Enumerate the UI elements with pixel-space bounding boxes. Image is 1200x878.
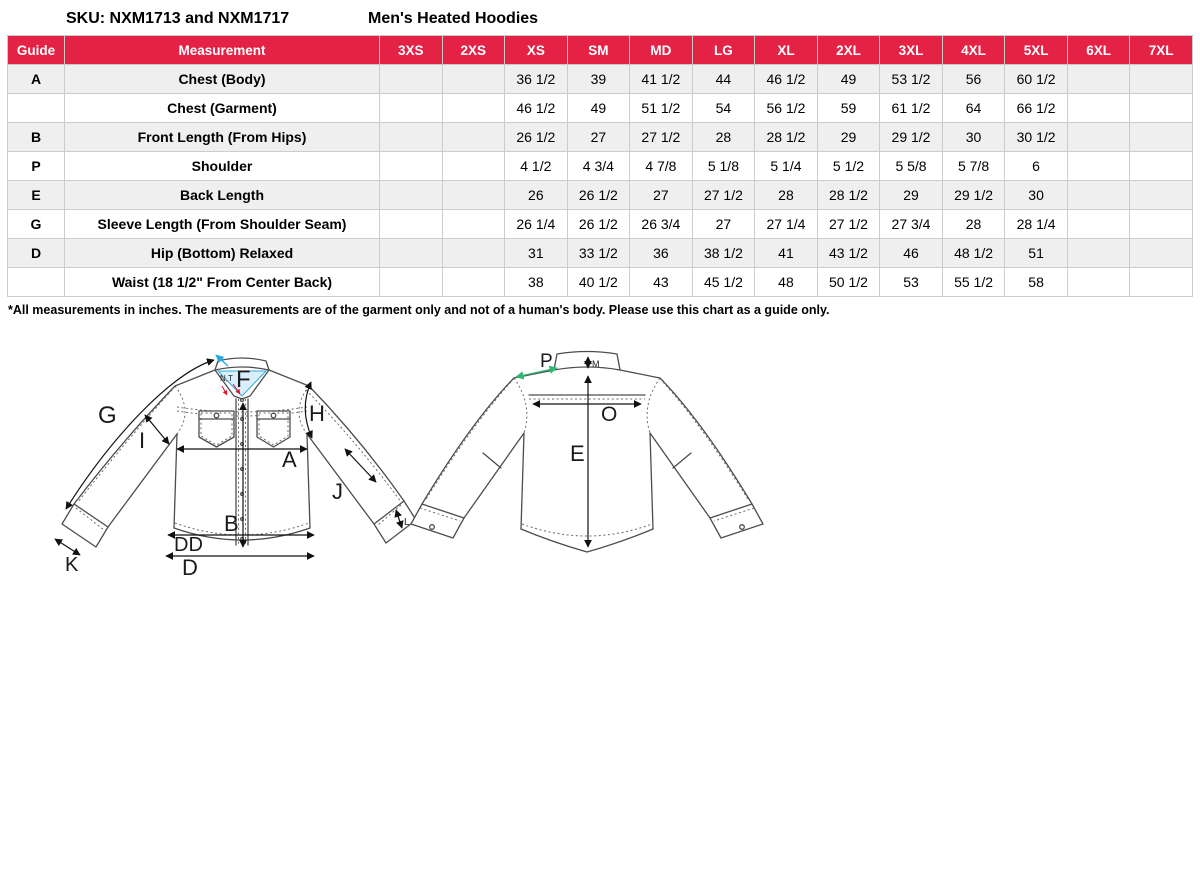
value-cell: 6 (1005, 152, 1068, 181)
value-cell (380, 65, 443, 94)
value-cell (1067, 210, 1130, 239)
value-cell: 43 (630, 268, 693, 297)
value-cell: 45 1/2 (692, 268, 755, 297)
measurement-cell: Sleeve Length (From Shoulder Seam) (65, 210, 380, 239)
front-label-armhole-front: I (139, 428, 146, 453)
value-cell (442, 210, 505, 239)
value-cell: 28 1/2 (817, 181, 880, 210)
value-cell (1067, 181, 1130, 210)
value-cell: 60 1/2 (1005, 65, 1068, 94)
value-cell (380, 210, 443, 239)
value-cell: 4 7/8 (630, 152, 693, 181)
front-label-hem: D (182, 555, 198, 580)
value-cell: 28 (692, 123, 755, 152)
column-header: 6XL (1067, 36, 1130, 65)
value-cell: 51 1/2 (630, 94, 693, 123)
value-cell: 56 (942, 65, 1005, 94)
value-cell: 46 (880, 239, 943, 268)
value-cell: 36 (630, 239, 693, 268)
value-cell (1067, 65, 1130, 94)
column-header: Guide (8, 36, 65, 65)
value-cell (1067, 152, 1130, 181)
table-row (8, 152, 1193, 181)
value-cell: 26 1/2 (505, 123, 568, 152)
measurement-cell: Front Length (From Hips) (65, 123, 380, 152)
table-row (8, 123, 1193, 152)
value-cell: 27 1/2 (817, 210, 880, 239)
value-cell (380, 94, 443, 123)
value-cell: 44 (692, 65, 755, 94)
guide-cell: A (8, 65, 65, 94)
garment-diagram-svg (52, 341, 812, 591)
value-cell: 38 (505, 268, 568, 297)
value-cell (442, 181, 505, 210)
value-cell (1130, 239, 1193, 268)
value-cell: 51 (1005, 239, 1068, 268)
value-cell: 50 1/2 (817, 268, 880, 297)
value-cell: 53 1/2 (880, 65, 943, 94)
guide-cell: E (8, 181, 65, 210)
column-header: XS (505, 36, 568, 65)
value-cell: 55 1/2 (942, 268, 1005, 297)
column-header: 4XL (942, 36, 1005, 65)
value-cell (380, 152, 443, 181)
value-cell: 30 1/2 (1005, 123, 1068, 152)
size-chart-table (7, 35, 1193, 297)
value-cell: 61 1/2 (880, 94, 943, 123)
value-cell (1130, 210, 1193, 239)
value-cell: 27 1/2 (692, 181, 755, 210)
value-cell: 27 (692, 210, 755, 239)
value-cell (1130, 94, 1193, 123)
front-label-sleeve: G (98, 402, 117, 429)
value-cell (1130, 65, 1193, 94)
column-header: Measurement (65, 36, 380, 65)
value-cell: 27 3/4 (880, 210, 943, 239)
value-cell: 27 1/4 (755, 210, 818, 239)
measurement-cell: Chest (Body) (65, 65, 380, 94)
value-cell: 5 1/4 (755, 152, 818, 181)
value-cell (442, 94, 505, 123)
value-cell: 43 1/2 (817, 239, 880, 268)
value-cell (1067, 268, 1130, 297)
value-cell (1067, 123, 1130, 152)
value-cell: 29 (880, 181, 943, 210)
value-cell (1130, 181, 1193, 210)
measurement-cell: Back Length (65, 181, 380, 210)
value-cell: 49 (817, 65, 880, 94)
front-label-front-length: B (224, 511, 239, 536)
title-row (0, 0, 1200, 35)
value-cell: 27 1/2 (630, 123, 693, 152)
column-header: 7XL (1130, 36, 1193, 65)
value-cell: 29 1/2 (942, 181, 1005, 210)
value-cell (442, 268, 505, 297)
guide-cell (8, 94, 65, 123)
back-label-back-length: E (570, 441, 585, 466)
table-row (8, 65, 1193, 94)
value-cell: 26 (505, 181, 568, 210)
value-cell (1130, 123, 1193, 152)
table-row (8, 181, 1193, 210)
table-row (8, 239, 1193, 268)
value-cell (380, 123, 443, 152)
guide-cell (8, 268, 65, 297)
value-cell: 41 1/2 (630, 65, 693, 94)
value-cell (442, 239, 505, 268)
column-header: 3XS (380, 36, 443, 65)
column-header: LG (692, 36, 755, 65)
front-label-neck: N,T (220, 374, 233, 383)
value-cell: 46 1/2 (755, 65, 818, 94)
value-cell: 5 1/8 (692, 152, 755, 181)
front-label-chest: A (282, 447, 297, 472)
value-cell (442, 65, 505, 94)
column-header: 3XL (880, 36, 943, 65)
value-cell (1067, 94, 1130, 123)
value-cell: 26 1/2 (567, 210, 630, 239)
measurement-cell: Hip (Bottom) Relaxed (65, 239, 380, 268)
value-cell: 31 (505, 239, 568, 268)
value-cell: 5 1/2 (817, 152, 880, 181)
size-chart-body (8, 65, 1193, 297)
value-cell: 53 (880, 268, 943, 297)
back-label-back-width: O (601, 403, 618, 426)
column-header: MD (630, 36, 693, 65)
value-cell (380, 268, 443, 297)
value-cell: 40 1/2 (567, 268, 630, 297)
value-cell: 48 1/2 (942, 239, 1005, 268)
value-cell: 39 (567, 65, 630, 94)
guide-cell: G (8, 210, 65, 239)
value-cell: 28 1/2 (755, 123, 818, 152)
sku-title: SKU: NXM1713 and NXM1717 (66, 10, 290, 27)
value-cell: 30 (1005, 181, 1068, 210)
value-cell: 26 1/2 (567, 181, 630, 210)
value-cell: 30 (942, 123, 1005, 152)
value-cell (1130, 152, 1193, 181)
value-cell: 33 1/2 (567, 239, 630, 268)
value-cell: 36 1/2 (505, 65, 568, 94)
column-header: SM (567, 36, 630, 65)
value-cell: 56 1/2 (755, 94, 818, 123)
column-header: 2XL (817, 36, 880, 65)
value-cell (442, 123, 505, 152)
value-cell: 48 (755, 268, 818, 297)
front-view-diagram (55, 355, 416, 580)
measurement-cell: Waist (18 1/2" From Center Back) (65, 268, 380, 297)
value-cell: 64 (942, 94, 1005, 123)
value-cell: 28 (755, 181, 818, 210)
front-label-armhole: H (309, 401, 325, 426)
value-cell: 27 (630, 181, 693, 210)
value-cell: 27 (567, 123, 630, 152)
column-header: XL (755, 36, 818, 65)
footnote: *All measurements in inches. The measurements are of the garment only and not of a human's body. Please use this chart as a guide only. (8, 303, 830, 317)
value-cell: 28 1/4 (1005, 210, 1068, 239)
value-cell: 29 1/2 (880, 123, 943, 152)
column-header: 2XS (442, 36, 505, 65)
value-cell: 4 3/4 (567, 152, 630, 181)
value-cell: 5 7/8 (942, 152, 1005, 181)
front-label-forearm: J (332, 479, 343, 504)
value-cell: 41 (755, 239, 818, 268)
front-label-collar: F (236, 366, 251, 393)
table-row (8, 210, 1193, 239)
back-label-collar-height: M (592, 359, 600, 369)
value-cell: 29 (817, 123, 880, 152)
value-cell: 49 (567, 94, 630, 123)
size-guide-diagrams (52, 341, 1200, 596)
value-cell (380, 181, 443, 210)
value-cell: 59 (817, 94, 880, 123)
value-cell (442, 152, 505, 181)
guide-cell: B (8, 123, 65, 152)
value-cell: 4 1/2 (505, 152, 568, 181)
measurement-cell: Shoulder (65, 152, 380, 181)
product-title: Men's Heated Hoodies (368, 10, 539, 27)
front-label-hem-inner: DD (174, 534, 203, 556)
guide-cell: P (8, 152, 65, 181)
value-cell: 66 1/2 (1005, 94, 1068, 123)
guide-cell: D (8, 239, 65, 268)
measurement-cell: Chest (Garment) (65, 94, 380, 123)
back-label-shoulder: P (540, 351, 553, 372)
value-cell (1130, 268, 1193, 297)
value-cell: 58 (1005, 268, 1068, 297)
value-cell: 28 (942, 210, 1005, 239)
value-cell: 26 1/4 (505, 210, 568, 239)
back-view-diagram (411, 351, 763, 552)
front-label-cuff-width: L (404, 517, 410, 528)
table-row (8, 268, 1193, 297)
value-cell: 26 3/4 (630, 210, 693, 239)
value-cell (380, 239, 443, 268)
value-cell (1067, 239, 1130, 268)
column-header: 5XL (1005, 36, 1068, 65)
value-cell: 46 1/2 (505, 94, 568, 123)
value-cell: 38 1/2 (692, 239, 755, 268)
front-label-cuff: K (65, 554, 79, 576)
size-chart-header-row (8, 36, 1193, 65)
table-row (8, 94, 1193, 123)
value-cell: 5 5/8 (880, 152, 943, 181)
value-cell: 54 (692, 94, 755, 123)
